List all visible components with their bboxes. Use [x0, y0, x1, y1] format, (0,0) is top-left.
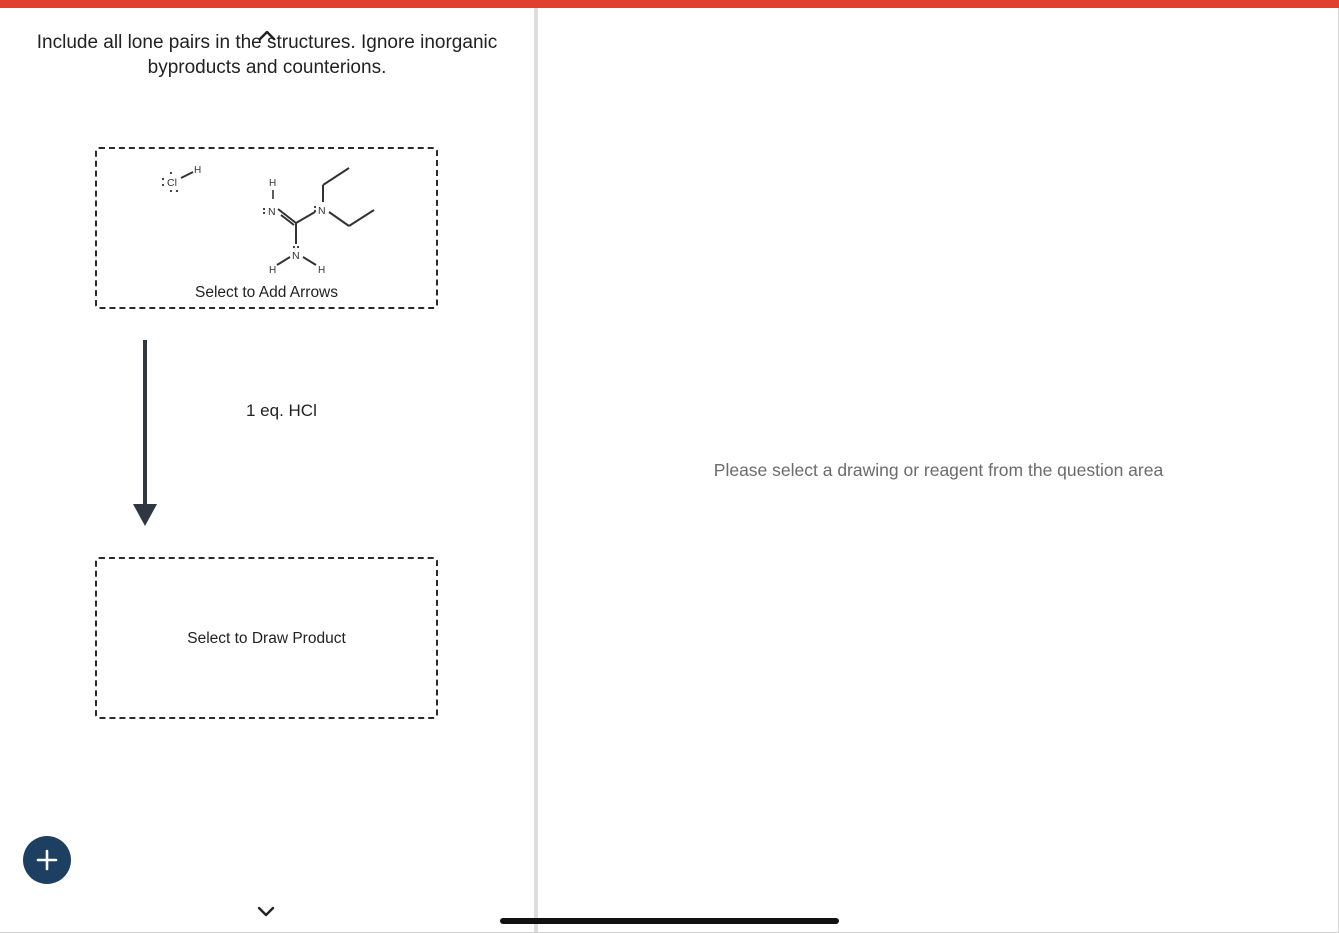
plus-icon: [23, 836, 71, 884]
reagent-label[interactable]: 1 eq. HCl: [246, 401, 317, 420]
nitrogen-atom: N: [292, 250, 300, 262]
drawing-panel: [538, 8, 1339, 933]
chlorine-atom: Cl: [167, 177, 177, 189]
nitrogen-atom: N: [318, 205, 326, 217]
hydrogen-atom: H: [194, 165, 202, 176]
nitrogen-atom: N: [268, 206, 276, 218]
home-indicator[interactable]: [500, 918, 839, 924]
hydrogen-atom: H: [269, 265, 277, 276]
chevron-down-icon[interactable]: [257, 905, 275, 919]
drawing-panel-placeholder: Please select a drawing or reagent from the question area: [713, 460, 1164, 480]
reaction-arrow: [130, 338, 162, 530]
reactant-box-label: Select to Add Arrows: [194, 284, 339, 301]
hydrogen-atom: H: [318, 265, 326, 276]
hydrogen-atom: H: [269, 178, 277, 189]
add-button[interactable]: [23, 836, 71, 884]
top-accent-bar: [0, 0, 1339, 8]
reactant-drawing-box[interactable]: [95, 147, 438, 309]
question-instructions: Include all lone pairs in the structures. Ignore inorganic byproducts and counterions.: [36, 32, 498, 78]
product-box-label: Select to Draw Product: [187, 630, 346, 647]
product-drawing-box[interactable]: [95, 557, 438, 719]
